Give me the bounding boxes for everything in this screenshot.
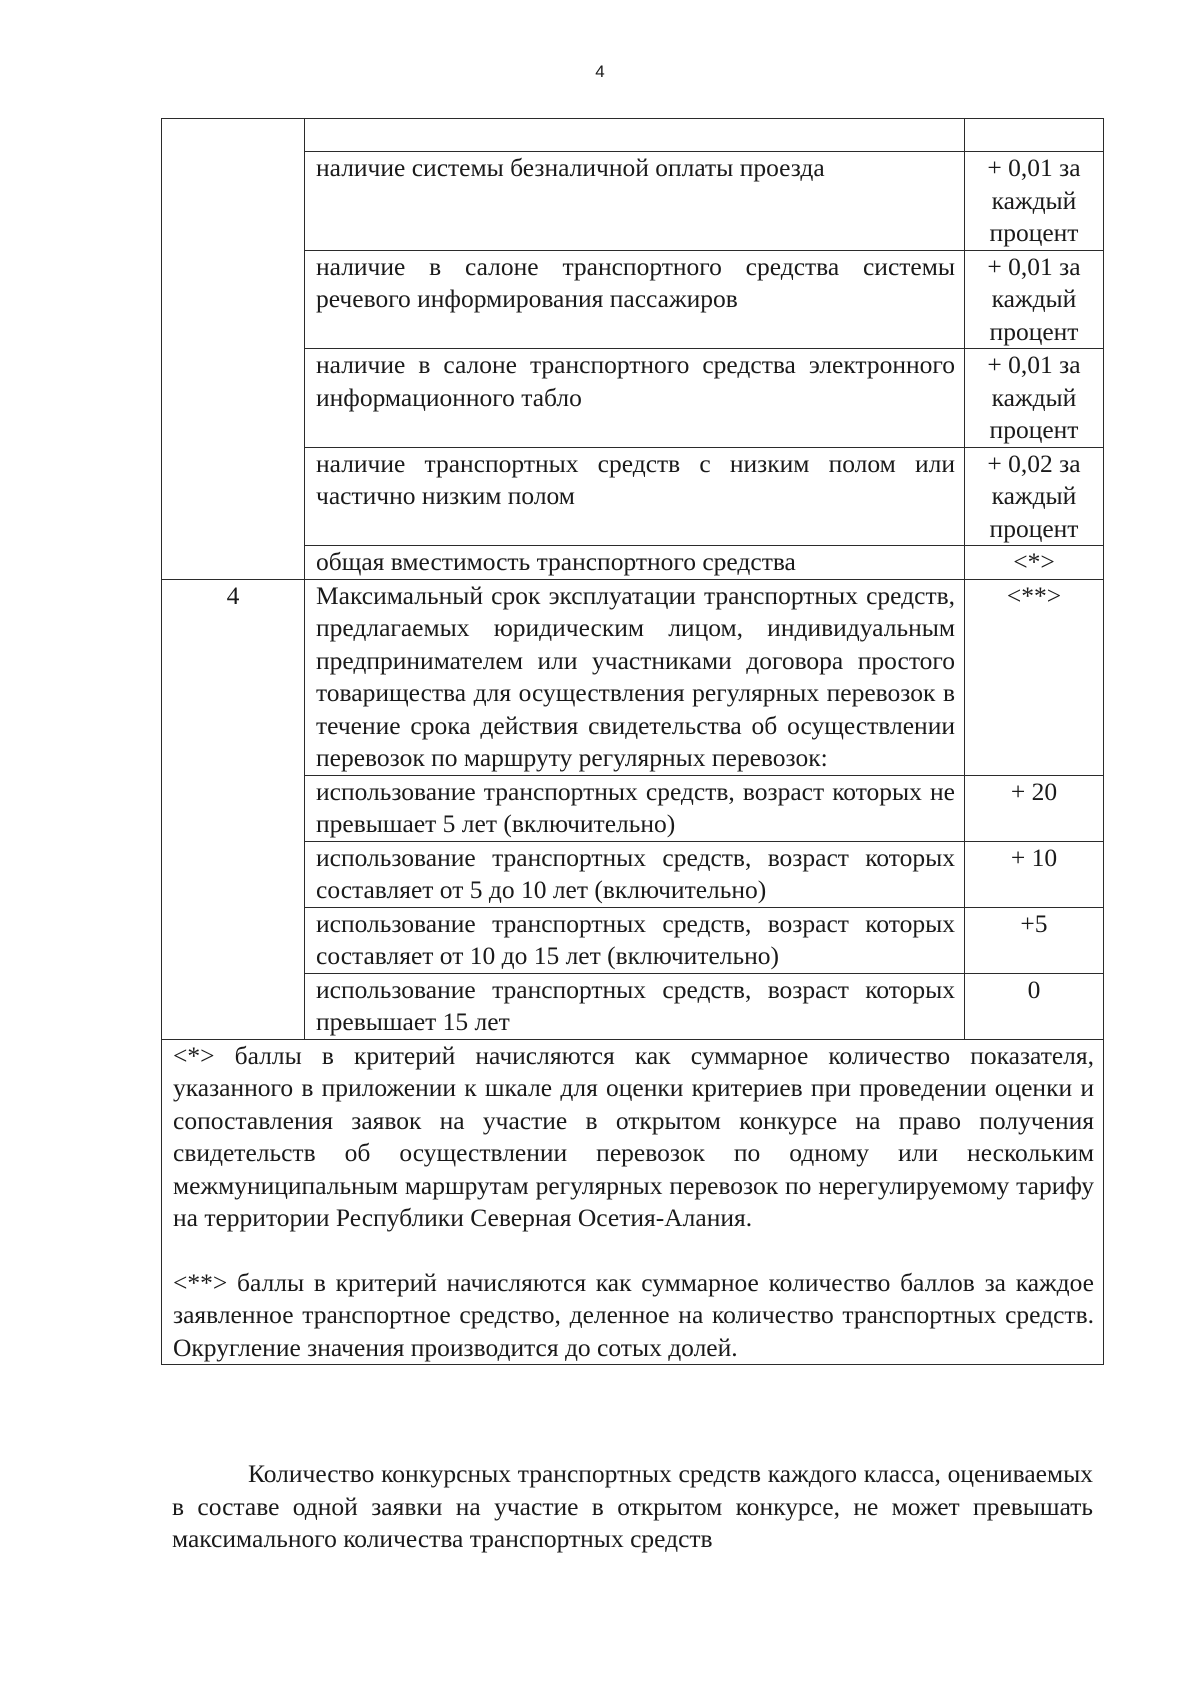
criteria-table: [161, 118, 1104, 1365]
table-notes-row: [162, 1039, 1104, 1365]
score-cell: + 10: [965, 841, 1104, 907]
criterion-text-cell: общая вместимость транспортного средства: [305, 546, 965, 580]
criterion-text-cell: использование транспортных средств, возраст которых составляет от 5 до 10 лет (включительно): [305, 841, 965, 907]
body-paragraph: Количество конкурсных транспортных средств каждого класса, оцениваемых в составе одной заявки на участие в открытом конкурсе, не может превышать максимального количества транспортных средств: [172, 1459, 1093, 1553]
criterion-text-cell: наличие в салоне транспортного средства системы речевого информирования пассажиров: [305, 250, 965, 349]
score-cell: + 0,02 за каждый процент: [965, 447, 1104, 546]
page-number: 4: [595, 62, 605, 81]
score-cell: + 20: [965, 775, 1104, 841]
score-cell: [965, 119, 1104, 152]
score-cell: <*>: [965, 546, 1104, 580]
score-cell: + 0,01 за каждый процент: [965, 349, 1104, 448]
note-spacer: [173, 1235, 1094, 1267]
criterion-text-cell: Максимальный срок эксплуатации транспортных средств, предлагаемых юридическим лицом, индивидуальным предпринимателем или участниками договора простого товарищества для осуществления регулярных перевозок в течение срока действия свидетельства об осуществлении перевозок по маршруту регулярных перевозок:: [305, 579, 965, 775]
score-cell: <**>: [965, 579, 1104, 775]
table-row: [162, 579, 1104, 775]
criterion-text-cell: наличие в салоне транспортного средства электронного информационного табло: [305, 349, 965, 448]
footnote-single-asterisk: <*> баллы в критерий начисляются как суммарное количество показателя, указанного в приложении к шкале для оценки критериев при проведении оценки и сопоставления заявок на участие в открытом конкурсе на право получения свидетельств об осуществлении перевозок по одному или нескольким межмуниципальным маршрутам регулярных перевозок по нерегулируемому тарифу на территории Республики Северная Осетия-Алания.: [173, 1040, 1094, 1232]
score-cell: +5: [965, 907, 1104, 973]
score-cell: + 0,01 за каждый процент: [965, 152, 1104, 251]
criterion-number-cell: [162, 119, 305, 580]
criterion-number-cell: 4: [162, 579, 305, 1039]
criterion-text-cell: использование транспортных средств, возраст которых превышает 15 лет: [305, 973, 965, 1039]
score-cell: 0: [965, 973, 1104, 1039]
criterion-text-cell: наличие транспортных средств с низким полом или частично низким полом: [305, 447, 965, 546]
score-cell: + 0,01 за каждый процент: [965, 250, 1104, 349]
criterion-text-cell: [305, 119, 965, 152]
criterion-text-cell: наличие системы безналичной оплаты проезда: [305, 152, 965, 251]
table-notes-cell: [162, 1039, 1104, 1365]
criterion-text-cell: использование транспортных средств, возраст которых составляет от 10 до 15 лет (включительно): [305, 907, 965, 973]
footnote-double-asterisk: <**> баллы в критерий начисляются как суммарное количество баллов за каждое заявленное транспортное средство, деленное на количество транспортных средств. Округление значения производится до сотых долей.: [173, 1267, 1094, 1362]
criterion-text-cell: использование транспортных средств, возраст которых не превышает 5 лет (включительно): [305, 775, 965, 841]
table-row: [162, 119, 1104, 152]
